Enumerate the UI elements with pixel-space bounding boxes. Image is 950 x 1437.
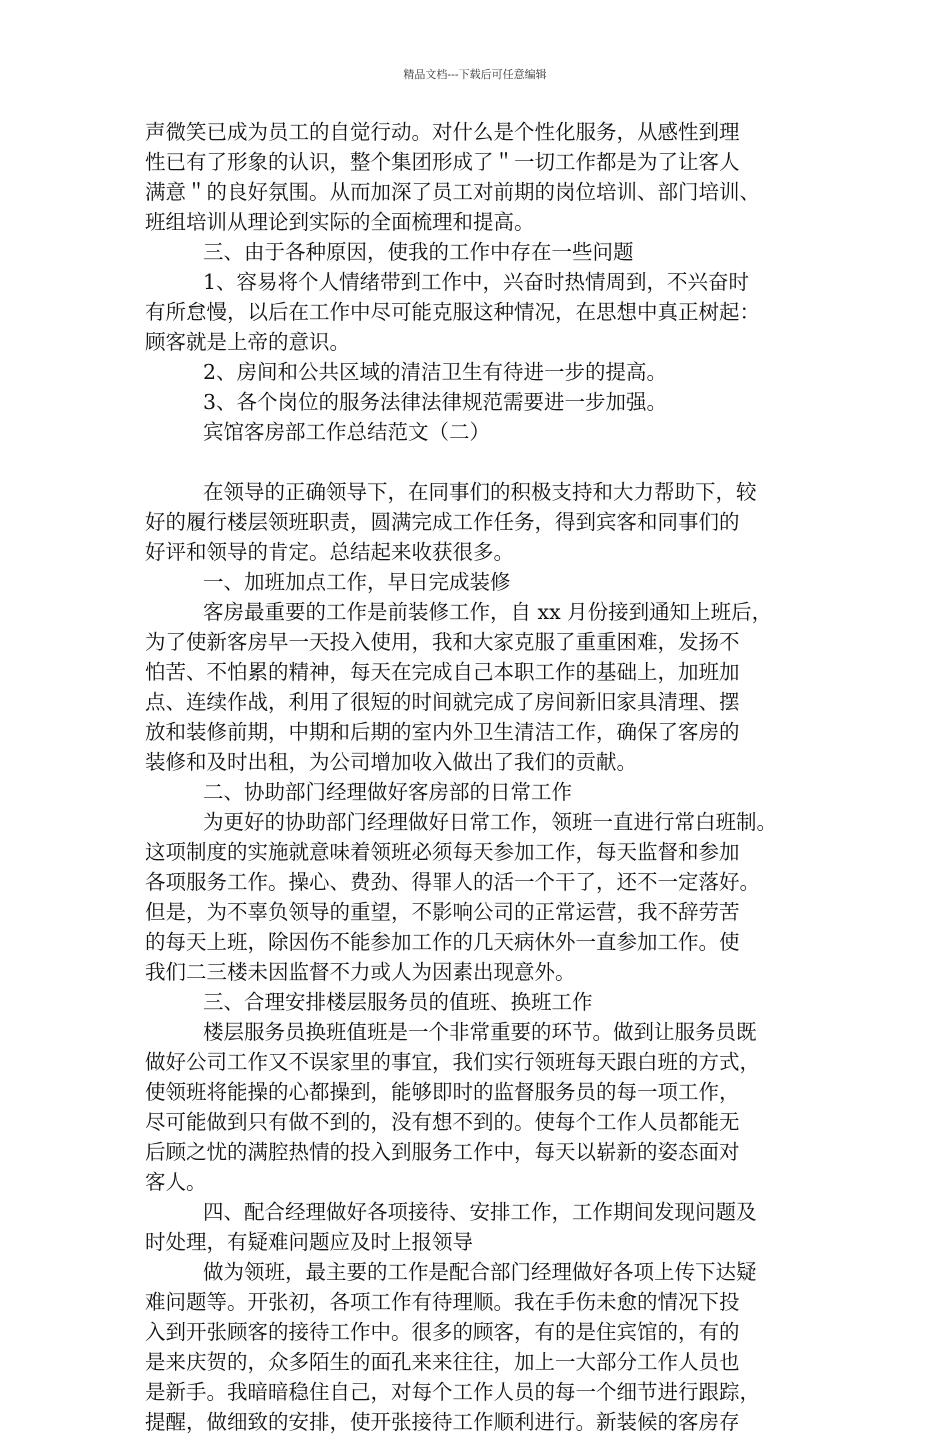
text-line: 做为领班，最主要的工作是配合部门经理做好各项上传下达疑: [203, 1260, 757, 1284]
text-line: 做好公司工作又不误家里的事宜，我们实行领班每天跟白班的方式，: [145, 1050, 760, 1074]
text-line: 三、由于各种原因，使我的工作中存在一些问题: [203, 240, 634, 264]
text-line: 四、配合经理做好各项接待、安排工作，工作期间发现问题及: [203, 1200, 757, 1224]
text-line: 性已有了形象的认识，整个集团形成了＂一切工作都是为了让客人: [145, 150, 740, 174]
text-line: 二、协助部门经理做好客房部的日常工作: [203, 780, 572, 804]
text-line: 难问题等。开张初，各项工作有待理顺。我在手伤未愈的情况下投: [145, 1290, 740, 1314]
text-line: 好评和领导的肯定。总结起来收获很多。: [145, 540, 514, 564]
text-line: 时处理，有疑难问题应及时上报领导: [145, 1230, 473, 1254]
text-line: 2、房间和公共区域的清洁卫生有待进一步的提高。: [203, 360, 668, 384]
text-line: 为更好的协助部门经理做好日常工作，领班一直进行常白班制。: [203, 810, 777, 834]
text-line: 点、连续作战，利用了很短的时间就完成了房间新旧家具清理、摆: [145, 690, 740, 714]
text-line: 1、容易将个人情绪带到工作中，兴奋时热情周到，不兴奋时: [203, 270, 750, 294]
text-line: 满意＂的良好氛围。从而加深了员工对前期的岗位培训、部门培训、: [145, 180, 760, 204]
text-line: 是新手。我暗暗稳住自己，对每个工作人员的每一个细节进行跟踪，: [145, 1380, 760, 1404]
text-line: 提醒，做细致的安排，使开张接待工作顺利进行。新装候的客房存: [145, 1410, 740, 1434]
text-line: 是来庆贺的，众多陌生的面孔来来往往，加上一大部分工作人员也: [145, 1350, 740, 1374]
text-line: 为了使新客房早一天投入使用，我和大家克服了重重困难，发扬不: [145, 630, 740, 654]
text-line: 入到开张顾客的接待工作中。很多的顾客，有的是住宾馆的，有的: [145, 1320, 740, 1344]
text-line: 一、加班加点工作，早日完成装修: [203, 570, 511, 594]
text-line: 这项制度的实施就意味着领班必须每天参加工作，每天监督和参加: [145, 840, 740, 864]
text-line: 装修和及时出租，为公司增加收入做出了我们的贡献。: [145, 750, 637, 774]
text-line: 后顾之忧的满腔热情的投入到服务工作中，每天以崭新的姿态面对: [145, 1140, 740, 1164]
document-body: [145, 117, 805, 1437]
text-line: 宾馆客房部工作总结范文（二）: [203, 420, 490, 444]
text-line: 好的履行楼层领班职责，圆满完成工作任务，得到宾客和同事们的: [145, 510, 740, 534]
text-line: 客人。: [145, 1170, 207, 1194]
text-line: 使领班将能操的心都操到，能够即时的监督服务员的每一项工作，: [145, 1080, 740, 1104]
text-line: 3、各个岗位的服务法律法律规范需要进一步加强。: [203, 390, 668, 414]
text-line: 在领导的正确领导下，在同事们的积极支持和大力帮助下，较: [203, 480, 757, 504]
text-line: 怕苦、不怕累的精神，每天在完成自己本职工作的基础上，加班加: [145, 660, 740, 684]
page-header: 精品文档---下载后可任意编辑: [403, 68, 547, 81]
text-line: 声微笑已成为员工的自觉行动。对什么是个性化服务，从感性到理: [145, 120, 740, 144]
text-line: 但是，为不辜负领导的重望，不影响公司的正常运营，我不辞劳苦: [145, 900, 740, 924]
text-line: 尽可能做到只有做不到的，没有想不到的。使每个工作人员都能无: [145, 1110, 740, 1134]
text-line: 客房最重要的工作是前装修工作，自 xx 月份接到通知上班后，: [203, 600, 773, 624]
blank-line: [145, 447, 805, 477]
text-line: 放和装修前期，中期和后期的室内外卫生清洁工作，确保了客房的: [145, 720, 740, 744]
text-line: 我们二三楼未因监督不力或人为因素出现意外。: [145, 960, 576, 984]
text-line: 的每天上班，除因伤不能参加工作的几天病休外一直参加工作。使: [145, 930, 740, 954]
text-line: 班组培训从理论到实际的全面梳理和提高。: [145, 210, 535, 234]
text-line: 各项服务工作。操心、费劲、得罪人的活一个干了，还不一定落好。: [145, 870, 760, 894]
text-line: 顾客就是上帝的意识。: [145, 330, 350, 354]
text-line: 有所怠慢，以后在工作中尽可能克服这种情况，在思想中真正树起：: [145, 300, 760, 324]
text-line: 三、合理安排楼层服务员的值班、换班工作: [203, 990, 593, 1014]
text-line: 楼层服务员换班值班是一个非常重要的环节。做到让服务员既: [203, 1020, 757, 1044]
